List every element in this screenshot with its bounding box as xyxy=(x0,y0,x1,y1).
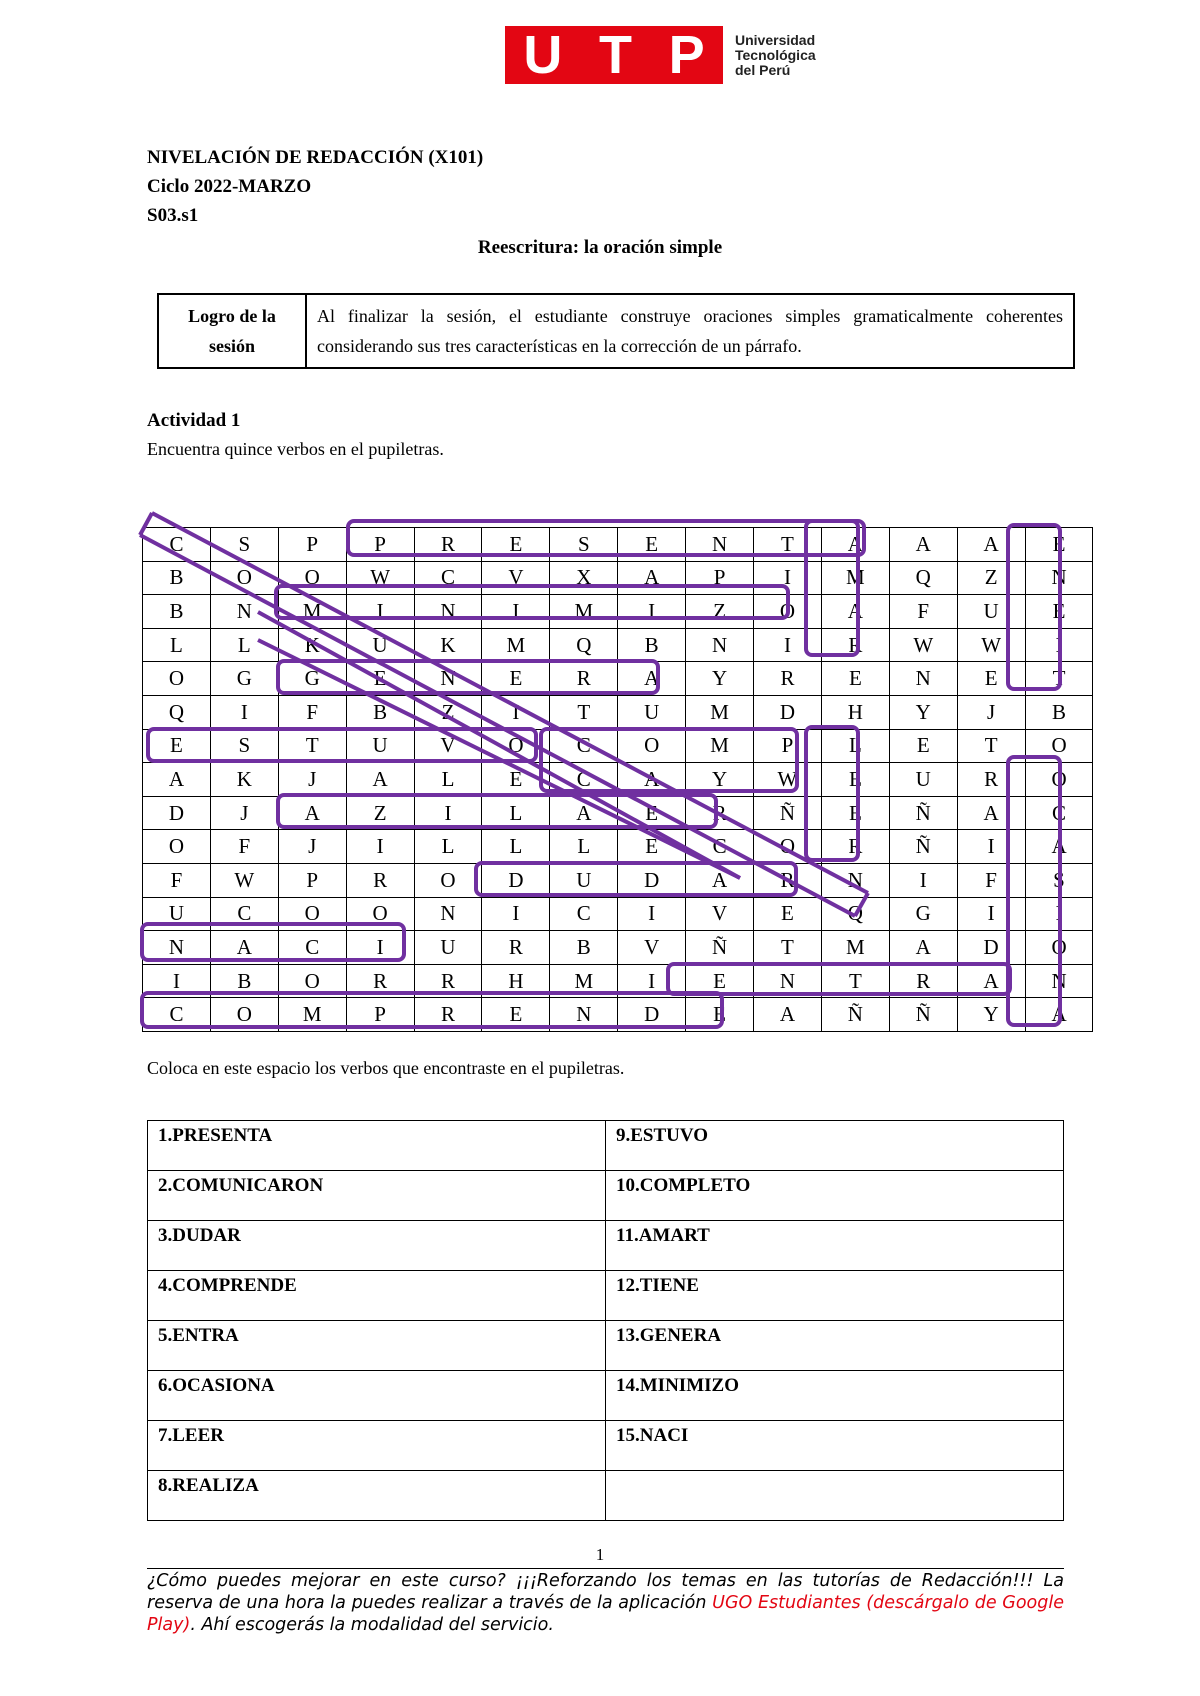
grid-cell: O xyxy=(143,830,211,864)
grid-cell: A xyxy=(754,998,822,1032)
grid-cell: U xyxy=(957,595,1025,629)
grid-cell: E xyxy=(754,897,822,931)
grid-cell: O xyxy=(346,897,414,931)
grid-cell: O xyxy=(278,561,346,595)
verb-cell: 12.TIENE xyxy=(606,1271,1064,1321)
verb-answer-table xyxy=(147,1120,1064,1521)
grid-cell: A xyxy=(210,931,278,965)
verb-row xyxy=(148,1321,1064,1371)
grid-cell: E xyxy=(482,763,550,797)
grid-cell: A xyxy=(957,964,1025,998)
grid-cell: R xyxy=(686,796,754,830)
page-number: 1 xyxy=(595,1545,605,1564)
grid-cell: E xyxy=(957,662,1025,696)
grid-cell: N xyxy=(1025,561,1093,595)
logo-line: del Perú xyxy=(735,61,791,78)
logo-letter: U xyxy=(523,25,563,85)
cycle-label: Ciclo 2022-MARZO xyxy=(147,176,312,197)
grid-cell: O xyxy=(278,897,346,931)
grid-cell: R xyxy=(957,763,1025,797)
grid-cell: O xyxy=(754,595,822,629)
grid-row xyxy=(143,763,1093,797)
grid-cell: Z xyxy=(957,561,1025,595)
grid-cell: N xyxy=(686,528,754,562)
grid-cell: I xyxy=(754,628,822,662)
verb-cell: 10.COMPLETO xyxy=(606,1171,1064,1221)
grid-cell: B xyxy=(618,628,686,662)
grid-cell: U xyxy=(550,863,618,897)
grid-cell: D xyxy=(618,998,686,1032)
footer-text: . Ahí escogerás la modalidad del servicio. xyxy=(190,1615,554,1635)
grid-cell: L xyxy=(550,830,618,864)
grid-cell: S xyxy=(210,528,278,562)
grid-row xyxy=(143,528,1093,562)
grid-cell: E xyxy=(618,528,686,562)
grid-cell: I xyxy=(346,830,414,864)
grid-cell: Q xyxy=(550,628,618,662)
logo-line: Tecnológica xyxy=(735,46,816,63)
session-code: S03.s1 xyxy=(147,205,199,226)
grid-cell: I xyxy=(957,830,1025,864)
grid-cell: C xyxy=(550,897,618,931)
grid-cell: D xyxy=(957,931,1025,965)
grid-cell: Ñ xyxy=(754,796,822,830)
grid-cell: U xyxy=(618,695,686,729)
verb-row xyxy=(148,1471,1064,1521)
grid-row xyxy=(143,931,1093,965)
verb-cell: 8.REALIZA xyxy=(148,1471,606,1521)
grid-cell: I xyxy=(957,897,1025,931)
grid-cell: C xyxy=(143,528,211,562)
footer-divider xyxy=(147,1568,1064,1569)
grid-cell: Y xyxy=(889,695,957,729)
grid-cell: O xyxy=(278,964,346,998)
grid-cell: U xyxy=(889,763,957,797)
grid-cell: B xyxy=(143,595,211,629)
grid-cell: Y xyxy=(686,763,754,797)
grid-cell: W xyxy=(754,763,822,797)
footer-note xyxy=(147,1570,1064,1636)
grid-cell: L xyxy=(414,763,482,797)
grid-cell: D xyxy=(143,796,211,830)
grid-cell: K xyxy=(210,763,278,797)
grid-cell: T xyxy=(1025,662,1093,696)
verb-cell: 7.LEER xyxy=(148,1421,606,1471)
grid-cell: P xyxy=(346,998,414,1032)
grid-cell: O xyxy=(210,998,278,1032)
grid-cell: Z xyxy=(346,796,414,830)
verb-cell: 3.DUDAR xyxy=(148,1221,606,1271)
grid-cell: T xyxy=(278,729,346,763)
grid-cell: Ñ xyxy=(686,931,754,965)
grid-cell: N xyxy=(210,595,278,629)
grid-cell: C xyxy=(210,897,278,931)
grid-cell: P xyxy=(686,561,754,595)
grid-cell: M xyxy=(821,931,889,965)
grid-cell: I xyxy=(346,595,414,629)
grid-cell: M xyxy=(278,595,346,629)
grid-cell: I xyxy=(210,695,278,729)
grid-cell: Q xyxy=(821,897,889,931)
verb-cell: 15.NACI xyxy=(606,1421,1064,1471)
logo-letter: T xyxy=(598,25,632,85)
grid-cell: E xyxy=(482,528,550,562)
grid-cell: B xyxy=(550,931,618,965)
verb-row xyxy=(148,1271,1064,1321)
grid-cell: Ñ xyxy=(889,830,957,864)
grid-cell: O xyxy=(618,729,686,763)
grid-cell: E xyxy=(1025,528,1093,562)
grid-row xyxy=(143,964,1093,998)
grid-cell: I xyxy=(482,695,550,729)
grid-cell: M xyxy=(686,695,754,729)
grid-cell: L xyxy=(210,628,278,662)
grid-cell: W xyxy=(889,628,957,662)
grid-cell: O xyxy=(482,729,550,763)
verb-cell xyxy=(606,1471,1064,1521)
grid-cell: N xyxy=(414,595,482,629)
grid-cell: I xyxy=(346,931,414,965)
grid-cell: A xyxy=(889,931,957,965)
grid-cell: G xyxy=(889,897,957,931)
grid-cell: R xyxy=(346,863,414,897)
grid-cell: R xyxy=(889,964,957,998)
list-instruction: Coloca en este espacio los verbos que encontraste en el pupiletras. xyxy=(147,1058,625,1078)
grid-cell: L xyxy=(482,830,550,864)
grid-cell: G xyxy=(210,662,278,696)
grid-cell: O xyxy=(1025,763,1093,797)
grid-cell: U xyxy=(346,729,414,763)
grid-cell: R xyxy=(346,964,414,998)
grid-row xyxy=(143,796,1093,830)
grid-cell: I xyxy=(143,964,211,998)
grid-cell: A xyxy=(1025,830,1093,864)
grid-cell: C xyxy=(1025,796,1093,830)
grid-cell: O xyxy=(754,830,822,864)
grid-row xyxy=(143,662,1093,696)
grid-cell: X xyxy=(550,561,618,595)
grid-cell: U xyxy=(346,628,414,662)
grid-cell: J xyxy=(210,796,278,830)
grid-cell: C xyxy=(686,830,754,864)
logro-text: Al finalizar la sesión, el estudiante construye oraciones simples gramaticalmente coherentes considerando sus tres características en la corrección de un párrafo. xyxy=(306,294,1074,368)
grid-cell: C xyxy=(278,931,346,965)
grid-cell: T xyxy=(550,695,618,729)
grid-cell: N xyxy=(889,662,957,696)
grid-cell: E xyxy=(821,763,889,797)
grid-cell: M xyxy=(278,998,346,1032)
grid-cell: V xyxy=(618,931,686,965)
grid-cell: E xyxy=(618,830,686,864)
grid-cell: B xyxy=(143,561,211,595)
grid-cell: S xyxy=(210,729,278,763)
grid-cell: E xyxy=(686,964,754,998)
grid-cell: E xyxy=(889,729,957,763)
grid-cell: R xyxy=(414,528,482,562)
grid-cell: F xyxy=(889,595,957,629)
grid-cell: U xyxy=(143,897,211,931)
verb-cell: 6.OCASIONA xyxy=(148,1371,606,1421)
grid-cell: I xyxy=(1025,628,1093,662)
grid-cell: H xyxy=(482,964,550,998)
grid-cell: E xyxy=(1025,595,1093,629)
verb-cell: 4.COMPRENDE xyxy=(148,1271,606,1321)
grid-row xyxy=(143,561,1093,595)
grid-cell: P xyxy=(278,528,346,562)
grid-cell: Q xyxy=(889,561,957,595)
grid-row xyxy=(143,998,1093,1032)
grid-cell: A xyxy=(889,528,957,562)
word-search-grid xyxy=(142,527,1093,1032)
grid-cell: Z xyxy=(686,595,754,629)
grid-cell: P xyxy=(346,528,414,562)
logo-letter: P xyxy=(668,25,705,85)
grid-cell: J xyxy=(278,830,346,864)
grid-cell: Ñ xyxy=(889,998,957,1032)
verb-cell: 14.MINIMIZO xyxy=(606,1371,1064,1421)
grid-row xyxy=(143,628,1093,662)
grid-cell: W xyxy=(210,863,278,897)
grid-cell: I xyxy=(754,561,822,595)
grid-cell: A xyxy=(1025,998,1093,1032)
grid-cell: T xyxy=(754,931,822,965)
grid-cell: K xyxy=(278,628,346,662)
grid-cell: E xyxy=(482,998,550,1032)
grid-cell: M xyxy=(550,595,618,629)
grid-row xyxy=(143,897,1093,931)
grid-cell: S xyxy=(1025,863,1093,897)
grid-cell: B xyxy=(210,964,278,998)
grid-cell: I xyxy=(618,595,686,629)
verb-cell: 13.GENERA xyxy=(606,1321,1064,1371)
grid-cell: R xyxy=(414,964,482,998)
grid-cell: P xyxy=(754,729,822,763)
grid-cell: Y xyxy=(686,662,754,696)
grid-cell: A xyxy=(143,763,211,797)
grid-cell: T xyxy=(957,729,1025,763)
verb-row xyxy=(148,1371,1064,1421)
grid-cell: O xyxy=(143,662,211,696)
grid-cell: C xyxy=(414,561,482,595)
grid-cell: U xyxy=(414,931,482,965)
grid-cell: W xyxy=(346,561,414,595)
grid-cell: A xyxy=(821,595,889,629)
grid-cell: R xyxy=(482,931,550,965)
grid-cell: N xyxy=(686,628,754,662)
grid-cell: F xyxy=(210,830,278,864)
utp-logo xyxy=(505,26,816,84)
verb-cell: 2.COMUNICARON xyxy=(148,1171,606,1221)
grid-cell: A xyxy=(618,662,686,696)
grid-cell: J xyxy=(957,695,1025,729)
grid-cell: Ñ xyxy=(821,998,889,1032)
grid-cell: S xyxy=(550,528,618,562)
grid-cell: M xyxy=(550,964,618,998)
grid-cell: M xyxy=(686,729,754,763)
utp-logo-mark xyxy=(505,26,723,84)
grid-cell: I xyxy=(414,796,482,830)
grid-cell: B xyxy=(1025,695,1093,729)
grid-cell: L xyxy=(143,628,211,662)
grid-cell: C xyxy=(550,763,618,797)
grid-cell: A xyxy=(957,528,1025,562)
grid-cell: R xyxy=(754,863,822,897)
grid-cell: L xyxy=(482,796,550,830)
grid-cell: V xyxy=(686,897,754,931)
verb-row xyxy=(148,1421,1064,1471)
grid-cell: I xyxy=(482,897,550,931)
logro-label: Logro de la sesión xyxy=(158,294,306,368)
grid-cell: D xyxy=(482,863,550,897)
grid-cell: T xyxy=(821,964,889,998)
grid-cell: K xyxy=(414,628,482,662)
grid-cell: T xyxy=(754,528,822,562)
grid-cell: L xyxy=(414,830,482,864)
grid-cell: J xyxy=(278,763,346,797)
grid-cell: N xyxy=(754,964,822,998)
grid-cell: N xyxy=(550,998,618,1032)
verb-row xyxy=(148,1171,1064,1221)
verb-row xyxy=(148,1221,1064,1271)
grid-cell: R xyxy=(754,662,822,696)
verb-cell: 1.PRESENTA xyxy=(148,1121,606,1171)
logo-line: Universidad xyxy=(735,31,816,48)
verb-cell: 5.ENTRA xyxy=(148,1321,606,1371)
grid-cell: Q xyxy=(143,695,211,729)
page-title: Reescritura: la oración simple xyxy=(477,237,723,258)
grid-cell: G xyxy=(278,662,346,696)
grid-cell: P xyxy=(278,863,346,897)
grid-cell: A xyxy=(686,863,754,897)
grid-cell: A xyxy=(618,763,686,797)
grid-cell: I xyxy=(618,964,686,998)
logro-table xyxy=(157,293,1075,369)
grid-cell: A xyxy=(618,561,686,595)
grid-cell: V xyxy=(414,729,482,763)
grid-cell: A xyxy=(346,763,414,797)
grid-cell: W xyxy=(957,628,1025,662)
grid-cell: R xyxy=(550,662,618,696)
grid-row xyxy=(143,729,1093,763)
grid-cell: H xyxy=(821,695,889,729)
verb-cell: 11.AMART xyxy=(606,1221,1064,1271)
grid-cell: E xyxy=(618,796,686,830)
grid-cell: M xyxy=(821,561,889,595)
grid-cell: I xyxy=(889,863,957,897)
grid-cell: I xyxy=(618,897,686,931)
grid-cell: O xyxy=(1025,931,1093,965)
grid-cell: I xyxy=(482,595,550,629)
grid-cell: F xyxy=(957,863,1025,897)
footer-app-link[interactable]: UGO Estudiantes (descárgalo de Google Play) xyxy=(147,1593,1064,1635)
grid-cell: R xyxy=(414,998,482,1032)
grid-cell: C xyxy=(550,729,618,763)
grid-cell: D xyxy=(618,863,686,897)
verb-cell: 9.ESTUVO xyxy=(606,1121,1064,1171)
grid-cell: L xyxy=(821,729,889,763)
grid-cell: R xyxy=(821,628,889,662)
grid-cell: F xyxy=(143,863,211,897)
grid-cell: E xyxy=(821,796,889,830)
footer-text: ¿Cómo puedes mejorar en este curso? ¡¡¡Reforzando los temas en las tutorías de Redacción!!! La reserva de una hora la puedes realizar a través de la aplicación xyxy=(147,1571,1064,1613)
activity-title: Actividad 1 xyxy=(147,410,241,431)
grid-cell: O xyxy=(210,561,278,595)
grid-cell: B xyxy=(346,695,414,729)
grid-cell: N xyxy=(143,931,211,965)
course-title: NIVELACIÓN DE REDACCIÓN (X101) xyxy=(147,147,484,168)
grid-row xyxy=(143,695,1093,729)
grid-cell: R xyxy=(821,830,889,864)
grid-cell: F xyxy=(278,695,346,729)
grid-cell: E xyxy=(686,998,754,1032)
grid-cell: O xyxy=(414,863,482,897)
grid-cell: M xyxy=(482,628,550,662)
grid-cell: Y xyxy=(957,998,1025,1032)
grid-row xyxy=(143,595,1093,629)
logo-text xyxy=(735,33,816,78)
grid-cell: Ñ xyxy=(889,796,957,830)
grid-cell: N xyxy=(414,662,482,696)
activity-instruction: Encuentra quince verbos en el pupiletras. xyxy=(147,439,444,459)
grid-cell: D xyxy=(754,695,822,729)
grid-cell: V xyxy=(482,561,550,595)
grid-cell: A xyxy=(821,528,889,562)
grid-cell: C xyxy=(143,998,211,1032)
verb-row xyxy=(148,1121,1064,1171)
grid-cell: N xyxy=(821,863,889,897)
grid-cell: N xyxy=(1025,964,1093,998)
grid-cell: A xyxy=(957,796,1025,830)
grid-cell: Z xyxy=(414,695,482,729)
grid-cell: E xyxy=(346,662,414,696)
grid-row xyxy=(143,830,1093,864)
grid-cell: E xyxy=(482,662,550,696)
grid-cell: E xyxy=(143,729,211,763)
grid-cell: I xyxy=(1025,897,1093,931)
grid-cell: O xyxy=(1025,729,1093,763)
grid-cell: A xyxy=(550,796,618,830)
grid-cell: N xyxy=(414,897,482,931)
grid-row xyxy=(143,863,1093,897)
grid-cell: A xyxy=(278,796,346,830)
grid-cell: E xyxy=(821,662,889,696)
